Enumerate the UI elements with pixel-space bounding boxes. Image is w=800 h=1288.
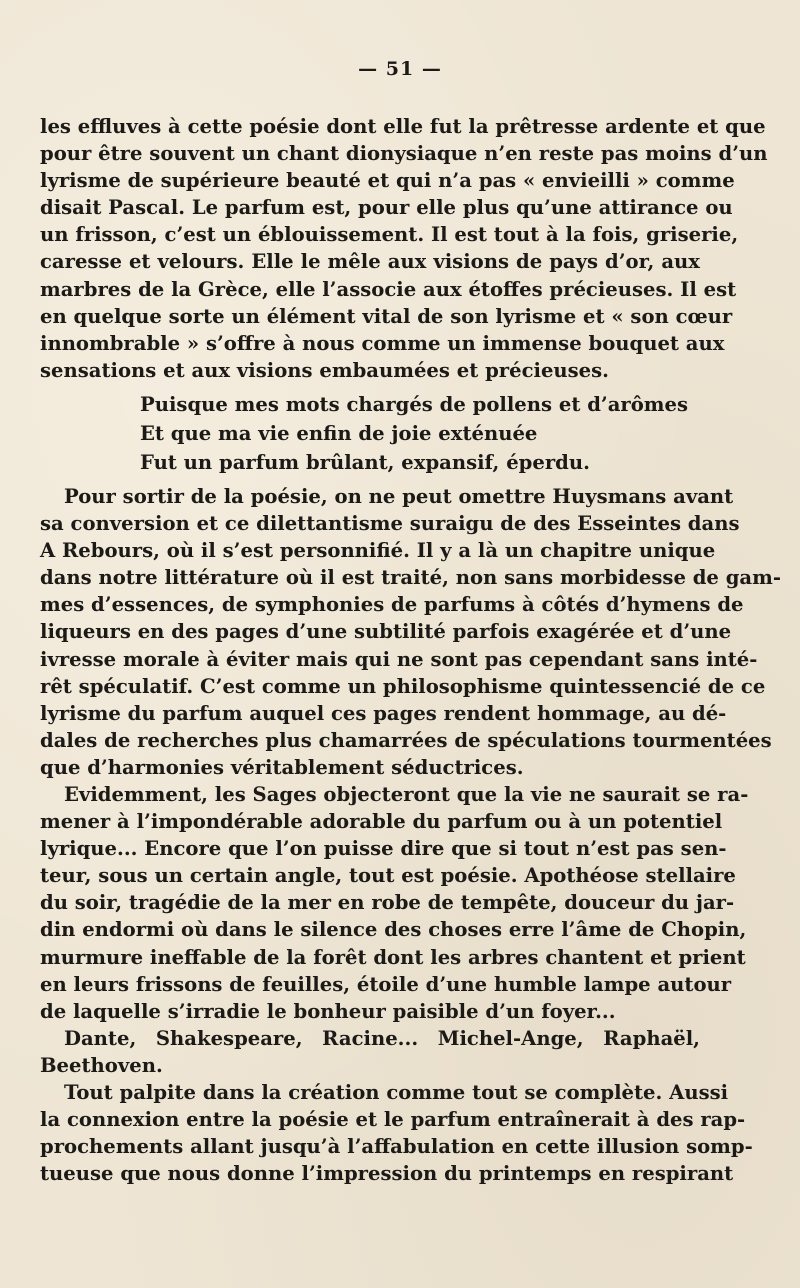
text-line: lyrisme du parfum auquel ces pages rendent hommage, au dé- [40, 701, 727, 725]
text-line: din endormi où dans le silence des choses erre l’âme de Chopin, [40, 918, 747, 942]
text-line: Tout palpite dans la création comme tout se complète. Aussi [64, 1081, 729, 1104]
text-line: dales de recherches plus chamarrées de spéculations tourmentées [40, 728, 772, 752]
text-line: Beethoven. [40, 1053, 163, 1077]
page-body [40, 113, 781, 1187]
text-line: en quelque sorte un élément vital de son lyrisme et « son cœur [40, 304, 733, 328]
text-line: de laquelle s’irradie le bonheur paisible d’un foyer... [40, 999, 616, 1023]
text-line: caresse et velours. Elle le mêle aux visions de pays d’or, aux [40, 250, 700, 274]
paragraph-3 [40, 781, 749, 1025]
text-line: dans notre littérature où il est traité, non sans morbidesse de gam- [40, 566, 781, 590]
paragraph-5 [40, 1079, 753, 1187]
text-line: murmure ineffable de la forêt dont les arbres chantent et prient [40, 945, 746, 969]
text-line: marbres de la Grèce, elle l’associe aux étoffes précieuses. Il est [40, 277, 737, 301]
text-line: disait Pascal. Le parfum est, pour elle plus qu’une attirance ou [40, 196, 733, 220]
text-line: mener à l’impondérable adorable du parfum ou à un potentiel [40, 810, 723, 834]
text-line: sa conversion et ce dilettantisme suraigu de des Esseintes dans [40, 512, 740, 536]
text-line: en leurs frissons de feuilles, étoile d’une humble lampe autour [40, 972, 732, 996]
text-line: teur, sous un certain angle, tout est poésie. Apothéose stellaire [40, 864, 736, 888]
verse-line: Et que ma vie enfin de joie exténuée [140, 421, 538, 445]
text-line: un frisson, c’est un éblouissement. Il est tout à la fois, griserie, [40, 223, 739, 247]
text-line: liqueurs en des pages d’une subtilité parfois exagérée et d’une [40, 620, 732, 644]
paragraph-4 [40, 1025, 700, 1079]
text-line: innombrable » s’offre à nous comme un immense bouquet aux [40, 331, 725, 355]
text-line: que d’harmonies véritablement séductrices. [40, 755, 524, 779]
text-line: rêt spéculatif. C’est comme un philosophisme quintessencié de ce [40, 674, 766, 698]
text-line: prochements allant jusqu’à l’affabulation en cette illusion somp- [40, 1135, 753, 1159]
text-line: mes d’essences, de symphonies de parfums à côtés d’hymens de [40, 593, 744, 617]
text-line: les effluves à cette poésie dont elle fut la prêtresse ardente et que [40, 115, 766, 138]
text-line: A Rebours, où il s’est personnifié. Il y a là un chapitre unique [40, 539, 716, 563]
paragraph-1 [40, 113, 768, 384]
text-line: ivresse morale à éviter mais qui ne sont pas cependant sans inté- [40, 647, 758, 671]
page-number: — 51 — [358, 58, 442, 80]
text-line: la connexion entre la poésie et le parfum entraînerait à des rap- [40, 1108, 746, 1132]
text-line: pour être souvent un chant dionysiaque n’en reste pas moins d’un [40, 142, 768, 166]
paragraph-2 [40, 483, 781, 781]
text-line: lyrique... Encore que l’on puisse dire que si tout n’est pas sen- [40, 837, 727, 861]
text-line: tueuse que nous donne l’impression du printemps en respirant [40, 1162, 734, 1186]
verse-line: Fut un parfum brûlant, expansif, éperdu. [140, 450, 590, 474]
text-line: sensations et aux visions embaumées et précieuses. [40, 358, 610, 382]
text-line: du soir, tragédie de la mer en robe de tempête, douceur du jar- [40, 891, 735, 915]
text-line: Evidemment, les Sages objecteront que la vie ne saurait se ra- [64, 782, 749, 806]
verse-quote [40, 390, 700, 477]
text-line: Dante, Shakespeare, Racine... Michel-Ange, Raphaël, [64, 1026, 700, 1050]
text-line: lyrisme de supérieure beauté et qui n’a pas « envieilli » comme [40, 169, 735, 193]
verse-line: Puisque mes mots chargés de pollens et d’arômes [140, 392, 689, 416]
text-line: Pour sortir de la poésie, on ne peut omettre Huysmans avant [64, 484, 734, 508]
